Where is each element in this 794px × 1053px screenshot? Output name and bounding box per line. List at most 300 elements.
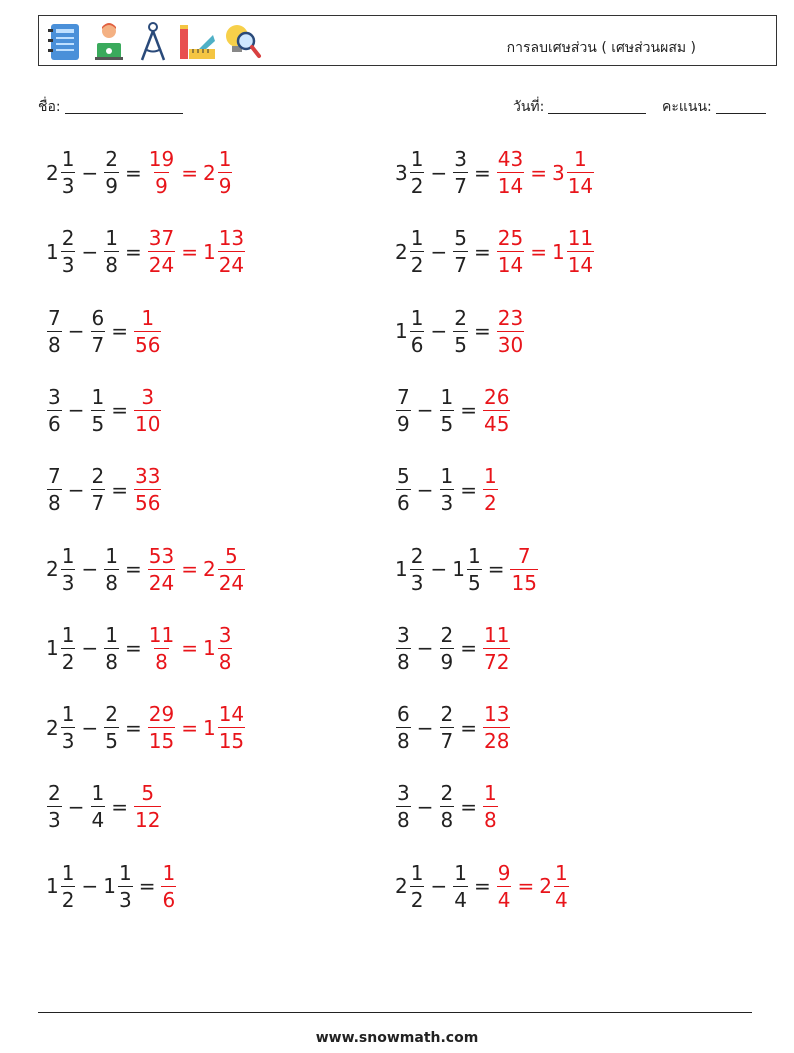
answer-mixed-fraction-numerator: 1 <box>218 147 232 171</box>
answer-improper-numerator: 11 <box>484 622 510 647</box>
minuend-whole: 1 <box>395 319 408 344</box>
minuend-whole: 2 <box>395 239 408 264</box>
minuend-whole: 1 <box>46 239 59 264</box>
answer-improper-numerator: 11 <box>148 622 175 647</box>
equals-sign: = <box>473 160 491 185</box>
answer-equals-sign: = <box>517 874 535 899</box>
problem-item <box>395 305 525 358</box>
minuend-fraction-numerator: 1 <box>410 226 424 251</box>
answer-improper <box>483 384 510 437</box>
date-blank <box>548 99 646 114</box>
minuend-fraction-denominator: 2 <box>410 253 424 278</box>
minuend-fraction <box>61 225 76 278</box>
name-field <box>38 96 183 118</box>
minuend-fraction <box>410 860 425 913</box>
minuend <box>46 225 76 278</box>
subtrahend-fraction <box>104 622 119 675</box>
name-label: ชื่อ: <box>38 99 61 115</box>
minus-sign: − <box>416 715 434 740</box>
answer-mixed-fraction-denominator: 14 <box>567 253 594 278</box>
minus-sign: − <box>81 160 99 185</box>
teacher-icon <box>89 21 129 63</box>
answer-mixed-fraction <box>218 543 245 596</box>
minuend-fraction <box>61 860 76 913</box>
minuend-whole: 2 <box>46 557 59 581</box>
answer <box>147 622 234 675</box>
minuend-fraction-numerator: 1 <box>410 147 424 171</box>
problem-item <box>46 384 162 437</box>
answer-improper-numerator: 5 <box>141 781 155 806</box>
answer-improper <box>134 780 161 833</box>
minuend-fraction-denominator: 8 <box>397 808 410 833</box>
problem-item <box>395 622 511 675</box>
answer-improper-denominator: 14 <box>497 253 524 278</box>
minuend-fraction <box>396 701 411 754</box>
minus-sign: − <box>67 398 85 423</box>
minuend-fraction-denominator: 8 <box>397 649 410 674</box>
subtrahend-fraction-numerator: 1 <box>91 781 105 806</box>
answer-improper-denominator: 15 <box>148 729 175 754</box>
equals-sign: = <box>124 239 142 264</box>
subtrahend-fraction-denominator: 9 <box>440 649 454 674</box>
answer-improper-denominator: 72 <box>484 649 510 674</box>
answer <box>147 146 234 199</box>
date-field <box>513 96 646 118</box>
answer-improper-denominator: 10 <box>135 411 161 436</box>
minuend <box>395 384 412 437</box>
subtrahend-fraction-denominator: 4 <box>454 887 467 912</box>
answer-mixed <box>203 225 246 278</box>
minus-sign: − <box>81 715 99 740</box>
subtrahend-fraction-numerator: 1 <box>118 860 132 885</box>
minuend-fraction-denominator: 3 <box>61 174 75 198</box>
subtrahend-fraction-numerator: 6 <box>91 305 105 330</box>
minuend-fraction-numerator: 1 <box>410 305 424 330</box>
answer-equals-sign: = <box>181 715 198 740</box>
minuend <box>395 701 412 754</box>
answer-mixed-fraction-numerator: 5 <box>225 543 238 568</box>
subtrahend <box>103 543 120 596</box>
subtrahend <box>452 225 469 278</box>
minus-sign: − <box>416 794 434 819</box>
answer-mixed-fraction-denominator: 4 <box>554 887 568 912</box>
subtrahend-fraction-numerator: 2 <box>454 305 467 330</box>
answer-improper <box>497 860 512 913</box>
subtrahend-fraction-numerator: 1 <box>440 464 454 489</box>
equals-sign: = <box>460 398 477 423</box>
minuend-whole: 2 <box>46 160 59 185</box>
answer-improper-numerator: 53 <box>148 543 175 568</box>
minuend-fraction-numerator: 2 <box>48 781 61 806</box>
minuend <box>46 463 63 516</box>
subtrahend <box>103 622 120 675</box>
minuend-fraction-numerator: 1 <box>410 860 424 885</box>
subtrahend-fraction-denominator: 9 <box>105 174 118 198</box>
answer-improper-denominator: 9 <box>155 174 168 198</box>
answer <box>147 225 246 278</box>
answer-mixed-whole: 2 <box>202 160 216 185</box>
subtrahend-fraction <box>104 701 119 754</box>
minuend-fraction-denominator: 9 <box>397 411 410 436</box>
answer-equals-sign: = <box>181 557 198 581</box>
subtrahend <box>90 463 107 516</box>
answer-improper-numerator: 7 <box>517 543 531 568</box>
minuend-fraction-numerator: 5 <box>397 464 410 489</box>
answer-mixed-whole: 1 <box>202 239 216 264</box>
subtrahend-whole: 1 <box>452 557 465 581</box>
subtrahend-fraction-numerator: 2 <box>440 781 454 806</box>
equals-sign: = <box>460 636 477 661</box>
answer-mixed-fraction-numerator: 3 <box>218 622 232 647</box>
subtrahend <box>90 384 107 437</box>
subtrahend-fraction <box>91 780 106 833</box>
equals-sign: = <box>111 794 128 819</box>
subtrahend-fraction-denominator: 8 <box>105 649 118 674</box>
minuend-whole: 3 <box>395 160 408 185</box>
minuend-fraction-numerator: 3 <box>48 384 61 409</box>
subtrahend-fraction-numerator: 1 <box>105 226 118 251</box>
answer <box>147 543 246 596</box>
answer-mixed-whole: 1 <box>202 636 216 661</box>
problem-item <box>46 305 162 358</box>
subtrahend-fraction-denominator: 7 <box>91 491 105 516</box>
minus-sign: − <box>430 874 448 899</box>
answer-mixed-fraction <box>567 146 594 199</box>
answer-improper-numerator: 1 <box>484 464 497 489</box>
answer-mixed-fraction-numerator: 1 <box>574 147 587 171</box>
worksheet-header <box>38 15 777 66</box>
problem-item <box>395 780 499 833</box>
minuend-fraction-numerator: 1 <box>61 543 75 568</box>
answer-improper-denominator: 24 <box>148 570 175 595</box>
answer <box>496 305 525 358</box>
subtrahend-fraction <box>467 543 482 596</box>
subtrahend-fraction-numerator: 2 <box>105 147 118 171</box>
answer-mixed-fraction <box>218 225 245 278</box>
subtrahend-fraction <box>104 225 119 278</box>
equals-sign: = <box>111 319 128 344</box>
answer-improper-numerator: 26 <box>484 384 510 409</box>
minus-sign: − <box>430 557 448 581</box>
subtrahend-fraction-denominator: 5 <box>467 570 481 595</box>
minuend-fraction-denominator: 3 <box>61 729 75 754</box>
ruler-pencil-icon <box>177 21 217 63</box>
score-field <box>662 96 766 118</box>
minus-sign: − <box>81 636 99 661</box>
subtrahend-fraction-numerator: 1 <box>105 622 118 647</box>
problem-item <box>46 622 233 675</box>
answer-improper <box>483 701 510 754</box>
equals-sign: = <box>111 398 128 423</box>
answer-mixed-fraction-numerator: 14 <box>218 702 245 727</box>
minuend <box>46 543 76 596</box>
subtrahend-fraction-denominator: 5 <box>91 411 105 436</box>
answer-improper <box>497 146 524 199</box>
answer-mixed-fraction-numerator: 11 <box>567 226 594 251</box>
answer-mixed-fraction-denominator: 24 <box>218 570 245 595</box>
footer-url: www.snowmath.com <box>315 1030 479 1046</box>
answer-improper-numerator: 9 <box>497 860 511 885</box>
answer-equals-sign: = <box>530 239 547 264</box>
subtrahend-fraction <box>91 305 106 358</box>
answer-improper-denominator: 8 <box>484 808 497 833</box>
minus-sign: − <box>430 160 448 185</box>
problem-item <box>46 543 246 596</box>
minuend <box>395 305 425 358</box>
subtrahend-fraction-denominator: 5 <box>454 332 467 357</box>
subtrahend-fraction-denominator: 3 <box>440 491 454 516</box>
problem-item <box>46 780 162 833</box>
problem-item <box>395 225 595 278</box>
answer <box>160 860 177 913</box>
answer-equals-sign: = <box>181 239 198 264</box>
minuend-fraction-numerator: 1 <box>61 702 75 727</box>
subtrahend <box>90 305 107 358</box>
subtrahend <box>452 860 469 913</box>
answer-improper-denominator: 30 <box>497 332 524 357</box>
answer-mixed-fraction-denominator: 24 <box>218 253 245 278</box>
answer-improper-denominator: 56 <box>135 491 161 516</box>
minuend <box>46 146 76 199</box>
minuend-fraction-denominator: 3 <box>410 570 424 595</box>
minus-sign: − <box>81 239 99 264</box>
compass-icon <box>133 21 173 63</box>
minuend-fraction <box>47 780 62 833</box>
subtrahend-fraction-denominator: 5 <box>105 729 118 754</box>
answer-improper <box>497 225 524 278</box>
subtrahend-fraction-denominator: 5 <box>440 411 454 436</box>
minuend-fraction <box>396 622 411 675</box>
magnifier-bulb-icon <box>222 21 262 63</box>
subtrahend <box>439 701 456 754</box>
minuend-fraction-numerator: 3 <box>397 781 410 806</box>
minuend <box>395 780 412 833</box>
minus-sign: − <box>81 557 99 581</box>
equals-sign: = <box>111 477 128 502</box>
answer-improper-numerator: 43 <box>497 147 524 171</box>
answer-improper <box>134 305 161 358</box>
minuend-fraction-numerator: 1 <box>61 622 75 647</box>
equals-sign: = <box>460 715 477 740</box>
minuend <box>395 463 412 516</box>
equals-sign: = <box>124 715 142 740</box>
subtrahend-fraction <box>453 225 468 278</box>
minuend-fraction-numerator: 7 <box>48 305 61 330</box>
problem-item <box>395 543 539 596</box>
answer-improper <box>148 225 175 278</box>
minuend-fraction <box>47 305 62 358</box>
problem-item <box>46 463 162 516</box>
minuend-fraction-denominator: 6 <box>410 332 424 357</box>
answer-improper-denominator: 28 <box>484 729 510 754</box>
answer-mixed-fraction-denominator: 14 <box>567 174 594 198</box>
minuend-fraction-numerator: 7 <box>397 384 410 409</box>
equals-sign: = <box>473 874 491 899</box>
problem-item <box>46 860 177 913</box>
answer-improper-numerator: 13 <box>484 702 510 727</box>
answer-mixed <box>203 701 246 754</box>
answer-improper <box>148 622 175 675</box>
minuend <box>395 622 412 675</box>
answer-equals-sign: = <box>181 636 198 661</box>
subtrahend-fraction <box>91 384 106 437</box>
subtrahend-fraction <box>118 860 133 913</box>
answer-mixed <box>539 860 569 913</box>
subtrahend <box>103 860 133 913</box>
equals-sign: = <box>473 319 491 344</box>
minus-sign: − <box>430 319 448 344</box>
subtrahend <box>439 780 456 833</box>
minuend-fraction-numerator: 2 <box>410 543 424 568</box>
minuend-fraction-denominator: 8 <box>48 332 61 357</box>
problem-item <box>46 146 233 199</box>
answer-improper <box>148 701 175 754</box>
answer-improper-denominator: 6 <box>162 887 176 912</box>
answer <box>482 780 499 833</box>
minuend-fraction-denominator: 6 <box>397 491 410 516</box>
answer-improper <box>134 463 161 516</box>
subtrahend-fraction-denominator: 7 <box>454 174 467 198</box>
problem-item <box>46 225 246 278</box>
minuend-fraction <box>61 701 76 754</box>
answer <box>133 780 162 833</box>
answer <box>496 225 595 278</box>
answer-improper-denominator: 4 <box>497 887 511 912</box>
problem-item <box>395 860 570 913</box>
footer-divider <box>38 1012 752 1013</box>
subtrahend <box>90 780 107 833</box>
minuend-whole: 1 <box>46 636 59 661</box>
answer-improper <box>483 622 510 675</box>
minuend <box>46 622 76 675</box>
answer-improper-denominator: 24 <box>148 253 175 278</box>
minuend-fraction-numerator: 3 <box>397 622 410 647</box>
answer <box>147 701 246 754</box>
subtrahend-fraction-numerator: 1 <box>105 543 118 568</box>
minuend <box>46 860 76 913</box>
subtrahend-fraction <box>91 463 106 516</box>
minus-sign: − <box>416 398 434 423</box>
answer-improper <box>497 305 524 358</box>
subtrahend-fraction-denominator: 7 <box>91 332 105 357</box>
answer-improper-numerator: 1 <box>484 781 497 806</box>
answer <box>509 543 538 596</box>
answer-improper <box>134 384 161 437</box>
minus-sign: − <box>416 477 434 502</box>
minuend-fraction <box>61 622 76 675</box>
minus-sign: − <box>67 477 85 502</box>
subtrahend <box>452 305 469 358</box>
minuend-fraction-denominator: 2 <box>61 887 75 912</box>
subtrahend-fraction <box>440 780 455 833</box>
subtrahend <box>452 146 469 199</box>
minuend-fraction-denominator: 2 <box>410 887 424 912</box>
minuend <box>46 305 63 358</box>
minus-sign: − <box>416 636 434 661</box>
minuend-fraction <box>61 543 76 596</box>
subtrahend-fraction-numerator: 1 <box>440 384 454 409</box>
minuend-fraction <box>61 146 76 199</box>
notebook-icon <box>45 21 85 63</box>
minuend <box>395 225 425 278</box>
equals-sign: = <box>124 636 142 661</box>
subtrahend <box>103 146 120 199</box>
score-label: คะแนน: <box>662 99 712 115</box>
subtrahend-fraction <box>440 622 455 675</box>
answer-mixed-whole: 1 <box>551 239 565 264</box>
subtrahend-fraction <box>453 305 468 358</box>
answer-improper-numerator: 25 <box>497 226 524 251</box>
answer-mixed-fraction-denominator: 8 <box>218 649 232 674</box>
subtrahend-fraction <box>440 463 455 516</box>
answer-improper <box>483 463 498 516</box>
answer-mixed-fraction <box>218 701 245 754</box>
minuend-fraction <box>396 780 411 833</box>
answer-improper-denominator: 45 <box>484 411 510 436</box>
answer-mixed-fraction <box>567 225 594 278</box>
subtrahend <box>103 225 120 278</box>
subtrahend <box>439 463 456 516</box>
subtrahend-whole: 1 <box>103 874 116 899</box>
answer-mixed-whole: 3 <box>551 160 565 185</box>
answer-mixed-whole: 1 <box>202 715 216 740</box>
minuend-fraction-denominator: 2 <box>410 174 424 198</box>
minuend-fraction-numerator: 7 <box>48 464 61 489</box>
answer-mixed-whole: 2 <box>202 557 216 581</box>
subtrahend-fraction-denominator: 7 <box>454 253 467 278</box>
answer-improper <box>483 780 498 833</box>
minuend-whole: 1 <box>395 557 408 581</box>
minuend-fraction-denominator: 8 <box>397 729 410 754</box>
subtrahend-fraction-denominator: 7 <box>440 729 454 754</box>
answer <box>133 305 162 358</box>
problem-item <box>46 701 246 754</box>
subtrahend-fraction <box>104 543 119 596</box>
subtrahend-fraction-denominator: 4 <box>91 808 105 833</box>
minuend-fraction <box>410 146 425 199</box>
answer-mixed-fraction-denominator: 15 <box>218 729 245 754</box>
subtrahend-fraction-numerator: 1 <box>91 384 105 409</box>
answer-mixed-fraction-numerator: 13 <box>218 226 245 251</box>
answer-mixed-fraction <box>218 146 233 199</box>
minuend <box>395 860 425 913</box>
answer-improper-numerator: 23 <box>497 305 524 330</box>
equals-sign: = <box>460 477 477 502</box>
equals-sign: = <box>138 874 156 899</box>
minuend-fraction-denominator: 3 <box>61 253 75 278</box>
minuend-fraction-numerator: 1 <box>61 147 75 171</box>
subtrahend-fraction <box>104 146 119 199</box>
answer <box>482 701 511 754</box>
minuend <box>395 146 425 199</box>
subtrahend-fraction-numerator: 3 <box>454 147 467 171</box>
subtrahend-fraction-numerator: 5 <box>454 226 467 251</box>
subtrahend-fraction-numerator: 1 <box>454 860 467 885</box>
minuend-fraction <box>410 225 425 278</box>
equals-sign: = <box>124 557 142 581</box>
answer-improper-numerator: 1 <box>162 860 176 885</box>
answer-equals-sign: = <box>530 160 547 185</box>
problem-item <box>395 146 595 199</box>
answer-mixed-fraction <box>218 622 233 675</box>
answer-improper <box>510 543 537 596</box>
answer-improper-numerator: 3 <box>141 384 155 409</box>
answer-mixed <box>552 225 595 278</box>
minuend-whole: 2 <box>46 715 59 740</box>
minuend-fraction-denominator: 6 <box>48 411 61 436</box>
minuend-fraction <box>396 384 411 437</box>
equals-sign: = <box>460 794 477 819</box>
